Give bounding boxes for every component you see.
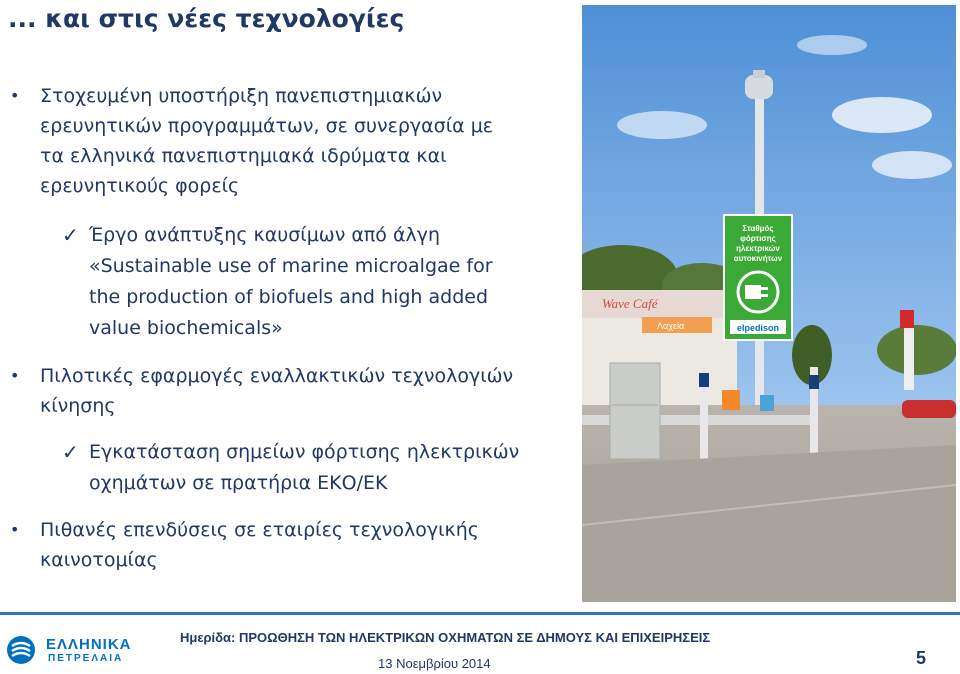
photo-scene	[582, 5, 956, 602]
check-icon: ✓	[62, 440, 79, 464]
sub-1-line-4: value biochemicals»	[89, 317, 283, 339]
slide-title: ... και στις νέες τεχνολογίες	[8, 4, 405, 33]
charging-station-photo	[582, 5, 956, 602]
bullet-2-line-1: Πιλοτικές εφαρμογές εναλλακτικών τεχνολογιών	[40, 365, 514, 387]
bullet-3-line-2: καινοτομίας	[40, 549, 158, 571]
kiosk-sign: Λαχεία	[657, 321, 685, 331]
bullet-marker: •	[10, 520, 20, 539]
sub-2-line-1: Εγκατάσταση σημείων φόρτισης ηλεκτρικών	[89, 441, 520, 463]
cafe-sign: Wave Café	[602, 296, 658, 311]
sign-brand: elpedison	[736, 323, 780, 333]
sign-line-4: αυτοκινήτων	[733, 254, 783, 263]
event-title: Ημερίδα: ΠΡΟΩΘΗΣΗ ΤΩΝ ΗΛΕΚΤΡΙΚΩΝ ΟΧΗΜΑΤΩΝ ΣΕ ΔΗΜΟΥΣ ΚΑΙ ΕΠΙΧΕΙΡΗΣΕΙΣ	[180, 630, 711, 645]
event-date: 13 Νοεμβρίου 2014	[378, 656, 491, 671]
footer-divider	[0, 612, 960, 615]
sub-1-line-3: the production of biofuels and high added	[89, 286, 488, 308]
sign-line-2: φόρτισης	[740, 234, 776, 243]
page-number: 5	[916, 648, 927, 668]
company-logo	[4, 633, 134, 667]
bullet-1-line-2: ερευνητικών προγραμμάτων, σε συνεργασία με	[40, 115, 494, 137]
logo-line-1: ΕΛΛΗΝΙΚΑ	[46, 636, 132, 653]
bullet-3-line-1: Πιθανές επενδύσεις σε εταιρίες τεχνολογικής	[40, 519, 479, 541]
bullet-marker: •	[10, 366, 20, 385]
logo-line-2: ΠΕΤΡΕΛΑΙΑ	[48, 653, 124, 664]
bullet-marker: •	[10, 86, 20, 105]
check-icon: ✓	[62, 223, 79, 247]
sub-1-line-1: Έργο ανάπτυξης καυσίμων από άλγη	[89, 224, 441, 246]
sub-1-line-2: «Sustainable use of marine microalgae for	[89, 255, 493, 277]
bullet-1-line-3: τα ελληνικά πανεπιστημιακά ιδρύματα και	[40, 145, 447, 167]
bullet-2-line-2: κίνησης	[40, 395, 116, 417]
sub-2-line-2: οχημάτων σε πρατήρια ΕΚΟ/ΕΚ	[89, 472, 388, 494]
bullet-1-line-1: Στοχευμένη υποστήριξη πανεπιστημιακών	[40, 85, 443, 107]
bullet-1-line-4: ερευνητικούς φορείς	[40, 175, 240, 197]
sign-line-1: Σταθμός	[742, 224, 774, 233]
logo-mark-icon	[4, 633, 38, 667]
sign-line-3: ηλεκτρικών	[736, 244, 780, 253]
